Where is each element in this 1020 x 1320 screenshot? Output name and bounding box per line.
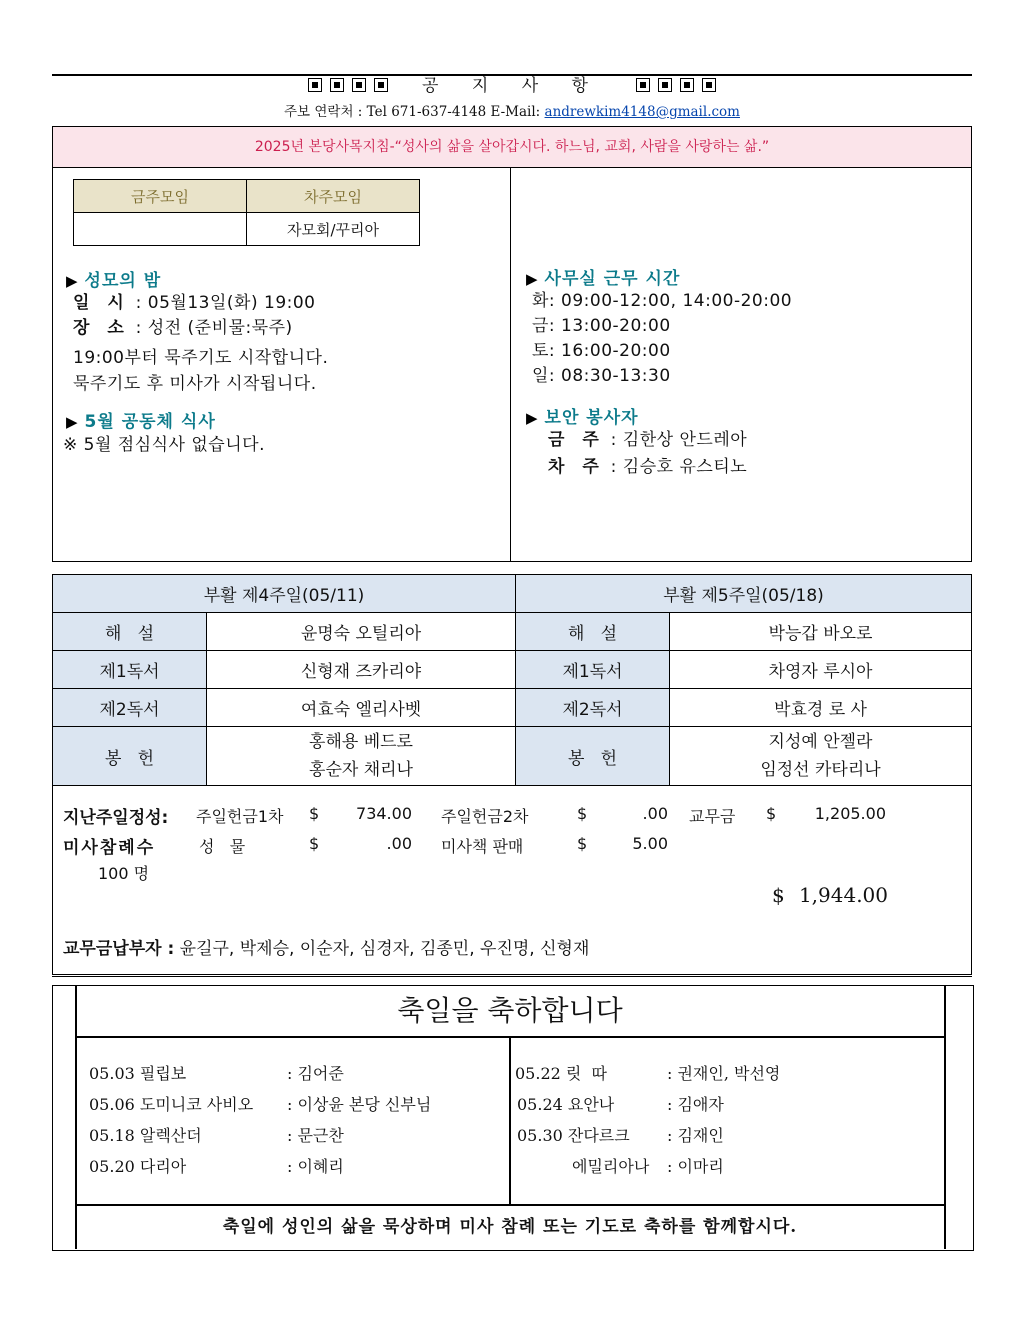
total-currency: $ — [772, 883, 785, 907]
table-row — [53, 613, 972, 651]
offering-b-2: 임정선 카타리나 — [760, 760, 881, 780]
book-sales-value: 5.00 — [632, 834, 668, 853]
dues-value: 1,205.00 — [814, 804, 886, 823]
list-item: : 이혜리 — [287, 1157, 344, 1176]
list-item: 05.20 다리아 — [89, 1157, 187, 1176]
currency-symbol: $ — [577, 834, 588, 853]
collection2-value: .00 — [642, 804, 668, 823]
rosary-night-heading — [66, 266, 161, 291]
list-item: 05.30 잔다르크 — [517, 1126, 630, 1145]
attendance-value: 100 명 — [98, 864, 150, 883]
list-item: 에밀리아나 — [572, 1157, 650, 1176]
roster-cell: 윤명숙 오틸리아 — [207, 613, 516, 651]
security-next-week-value: : 김승호 유스티노 — [610, 457, 748, 477]
page-title — [52, 74, 972, 98]
title-text: 공 지 사 항 — [422, 76, 602, 96]
list-item: : 김애자 — [667, 1095, 724, 1114]
square-bullet-icon — [352, 78, 366, 92]
parish-motto: 2025년 본당사목지침-“성사의 삶을 살아갑시다. 하느님, 교회, 사람을 사랑하는 삶.” — [52, 126, 972, 168]
square-bullet-icon — [330, 78, 344, 92]
roster-role: 봉 헌 — [53, 727, 207, 786]
rosary-place — [73, 316, 293, 341]
community-meal-title: 5월 공동체 식사 — [84, 412, 216, 432]
roster-role: 봉 헌 — [516, 727, 670, 786]
currency-symbol: $ — [766, 804, 777, 823]
security-this-week-label: 금 주 — [548, 430, 605, 450]
feast-title: 축일을 축하합니다 — [397, 994, 623, 1027]
list-item: 05.18 알렉산더 — [89, 1126, 202, 1145]
roster-role: 제2독서 — [53, 689, 207, 727]
list-item: 05.22 릿 따 — [515, 1064, 607, 1083]
collection2-label: 주일헌금2차 — [441, 807, 529, 826]
attendance-label: 미사참례수 — [63, 838, 156, 858]
roster-cell — [670, 727, 972, 786]
square-bullet-icon — [636, 78, 650, 92]
this-week-meeting-header: 금주모임 — [74, 180, 247, 213]
triangle-bullet-icon: ▶ — [526, 270, 539, 288]
list-item: : 김어준 — [287, 1064, 344, 1083]
triangle-bullet-icon: ▶ — [66, 272, 79, 290]
office-hours-sat: 토: 16:00-20:00 — [532, 341, 671, 361]
offering-a-2: 홍순자 채리나 — [309, 760, 413, 780]
square-bullet-icon — [680, 78, 694, 92]
square-bullet-icon — [658, 78, 672, 92]
notice-divider — [510, 167, 511, 562]
square-bullet-icon — [702, 78, 716, 92]
dues-label: 교무금 — [689, 807, 736, 826]
roster-week-a-header: 부활 제4주일(05/11) — [53, 575, 516, 613]
list-item: : 이마리 — [667, 1157, 724, 1176]
table-row — [53, 727, 972, 786]
roster-role: 제2독서 — [516, 689, 670, 727]
dues-payers-list: 윤길구, 박제승, 이순자, 심경자, 김종민, 우진명, 신형재 — [179, 939, 590, 959]
settlement-label: 지난주일정성: — [63, 808, 169, 828]
list-item: : 권재인, 박선영 — [667, 1064, 781, 1083]
list-item: 05.06 도미니코 사비오 — [89, 1095, 254, 1114]
list-item: : 김재인 — [667, 1126, 724, 1145]
roster-cell: 차영자 루시아 — [670, 651, 972, 689]
list-item: : 문근찬 — [287, 1126, 344, 1145]
roster-role: 제1독서 — [53, 651, 207, 689]
roster-cell: 박효경 로 사 — [670, 689, 972, 727]
security-this-week-value: : 김한상 안드레아 — [610, 430, 748, 450]
table-row — [53, 689, 972, 727]
offering-a-1: 홍해용 베드로 — [309, 732, 413, 752]
liturgy-roster-table — [52, 574, 972, 786]
roster-role: 해 설 — [516, 613, 670, 651]
feast-footer: 축일에 성인의 삶을 묵상하며 미사 참례 또는 기도로 축하를 함께합시다. — [222, 1217, 798, 1237]
currency-symbol: $ — [309, 834, 320, 853]
community-meal-text: ※ 5월 점심식사 없습니다. — [63, 435, 265, 455]
triangle-bullet-icon: ▶ — [526, 409, 539, 427]
collection1-value: 734.00 — [356, 804, 412, 823]
date-value: : 05월13일(화) 19:00 — [135, 293, 316, 313]
this-week-meeting-value — [74, 213, 247, 246]
roster-role: 해 설 — [53, 613, 207, 651]
gift-label: 성 물 — [199, 837, 246, 856]
list-item: : 이상윤 본당 신부님 — [287, 1095, 432, 1114]
security-volunteer-heading — [526, 403, 639, 428]
roster-cell: 신형재 즈카리야 — [207, 651, 516, 689]
roster-cell: 여효숙 엘리사벳 — [207, 689, 516, 727]
table-row — [53, 651, 972, 689]
list-item: 05.24 요안나 — [517, 1095, 615, 1114]
feast-inner-right-line — [944, 985, 946, 1249]
office-hours-tue: 화: 09:00-12:00, 14:00-20:00 — [532, 291, 793, 311]
meeting-table — [73, 179, 420, 246]
offering-b-1: 지성예 안젤라 — [768, 732, 873, 752]
contact-label: 주보 연락처 : Tel 671-637-4148 E-Mail: — [284, 104, 541, 120]
collection1-label: 주일헌금1차 — [196, 807, 284, 826]
security-volunteer-title: 보안 봉사자 — [544, 408, 639, 428]
rosary-night-title: 성모의 밤 — [84, 271, 162, 291]
contact-line — [52, 100, 972, 120]
roster-cell: 박능갑 바오로 — [670, 613, 972, 651]
roster-week-b-header: 부활 제5주일(05/18) — [516, 575, 972, 613]
next-week-meeting-header: 차주모임 — [247, 180, 420, 213]
finance-double-rule — [52, 976, 972, 977]
dues-payers-label: 교무금납부자 : — [63, 939, 175, 959]
rosary-line-1: 19:00부터 묵주기도 시작합니다. — [73, 348, 329, 368]
rosary-date — [73, 291, 316, 316]
community-meal-heading — [66, 407, 216, 432]
office-hours-fri: 금: 13:00-20:00 — [532, 316, 671, 336]
office-hours-heading — [526, 264, 680, 289]
gift-value: .00 — [386, 834, 412, 853]
security-this-week — [548, 428, 747, 453]
total-amount: 1,944.00 — [798, 883, 888, 907]
security-next-week-label: 차 주 — [548, 457, 605, 477]
security-next-week — [548, 455, 747, 480]
square-bullet-icon — [308, 78, 322, 92]
list-item: 05.03 필립보 — [89, 1064, 187, 1083]
currency-symbol: $ — [577, 804, 588, 823]
currency-symbol: $ — [309, 804, 320, 823]
next-week-meeting-value: 자모회/꾸리아 — [247, 213, 420, 246]
square-bullet-icon — [374, 78, 388, 92]
place-label: 장 소 — [73, 318, 130, 338]
feast-column-divider — [509, 1036, 511, 1204]
roster-role: 제1독서 — [516, 651, 670, 689]
office-hours-title: 사무실 근무 시간 — [544, 269, 681, 289]
office-hours-sun: 일: 08:30-13:30 — [532, 366, 671, 386]
dues-payers — [63, 934, 589, 959]
roster-cell — [207, 727, 516, 786]
triangle-bullet-icon: ▶ — [66, 413, 79, 431]
email-link[interactable]: andrewkim4148@gmail.com — [544, 104, 740, 120]
date-label: 일 시 — [73, 293, 130, 313]
place-value: : 성전 (준비물:묵주) — [135, 318, 293, 338]
rosary-line-2: 묵주기도 후 미사가 시작됩니다. — [73, 374, 317, 394]
book-sales-label: 미사책 판매 — [441, 837, 524, 856]
